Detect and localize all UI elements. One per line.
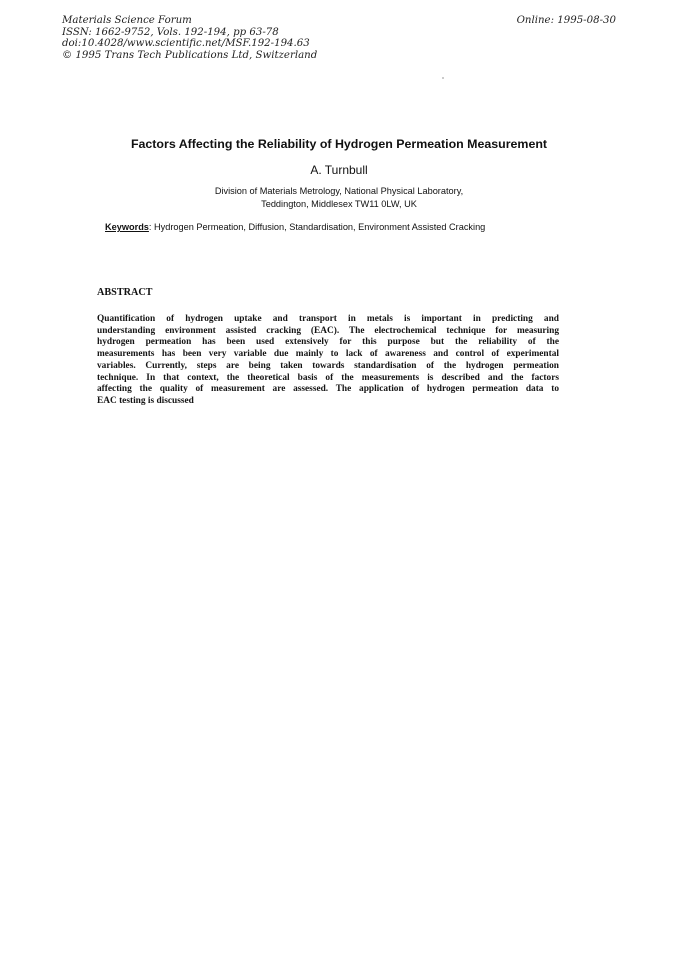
abstract-line: understanding environment assisted cracking (EAC). The electrochemical technique for measuring: [97, 325, 559, 336]
online-date: Online: 1995-08-30: [516, 15, 616, 26]
abstract-body: [97, 314, 559, 408]
issn-line: ISSN: 1662-9752, Vols. 192-194, pp 63-78: [62, 26, 279, 38]
copyright-line: © 1995 Trans Tech Publications Ltd, Switzerland: [62, 49, 318, 61]
abstract-line: measurements has been very variable due mainly to lack of awareness and control of experimental: [97, 349, 559, 360]
paper-title: Factors Affecting the Reliability of Hydrogen Permeation Measurement: [130, 137, 548, 151]
author-name: A. Turnbull: [310, 163, 368, 177]
affiliation-line: Division of Materials Metrology, National Physical Laboratory,: [214, 186, 464, 196]
abstract-line: hydrogen permeation has been used extensively for this purpose but the reliability of the: [97, 337, 559, 348]
citation-header: [62, 15, 362, 61]
affiliation-line: Teddington, Middlesex TW11 0LW, UK: [261, 198, 417, 209]
abstract-line: EAC testing is discussed: [97, 395, 194, 406]
keywords-text: : Hydrogen Permeation, Diffusion, Standardisation, Environment Assisted Cracking: [148, 222, 486, 232]
abstract-line: technique. In that context, the theoretical basis of the measurements is described and the factors: [97, 372, 559, 383]
abstract-line: Quantification of hydrogen uptake and transport in metals is important in predicting and: [97, 314, 559, 324]
affiliation: [0, 185, 678, 210]
abstract-line: affecting the quality of measurement are assessed. The application of hydrogen permeation data to: [97, 384, 559, 395]
abstract-line: variables. Currently, steps are being taken towards standardisation of the hydrogen permeation: [97, 360, 559, 371]
keywords: [105, 221, 485, 233]
journal-name: Materials Science Forum: [62, 15, 192, 26]
doi-line: doi:10.4028/www.scientific.net/MSF.192-194.63: [62, 38, 310, 49]
scan-speck: [442, 77, 444, 79]
keywords-label: Keywords: [105, 222, 149, 232]
abstract-heading: ABSTRACT: [97, 287, 153, 298]
